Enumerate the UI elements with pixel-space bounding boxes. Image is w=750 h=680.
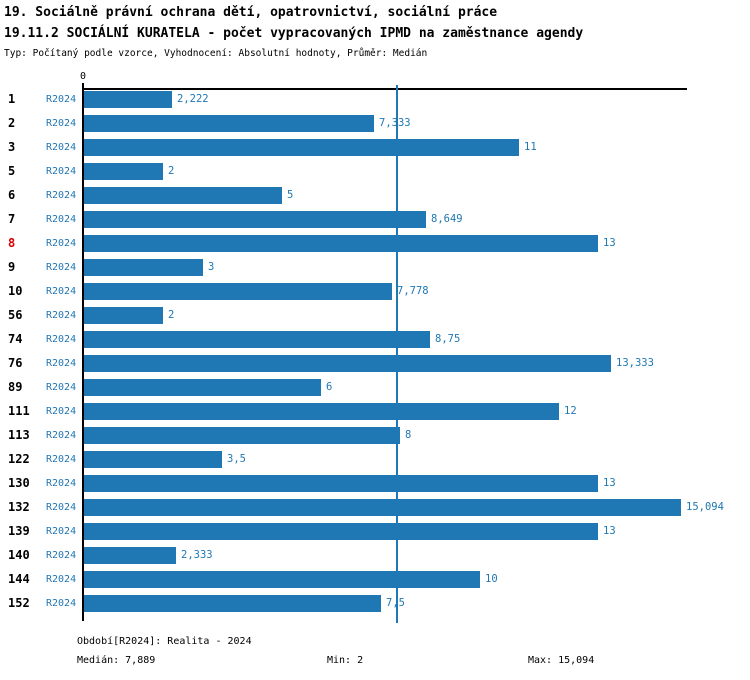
bar-value-label: 13 <box>603 477 616 489</box>
row-label: 10 <box>8 284 23 298</box>
report-section-title: 19. Sociálně právní ochrana dětí, opatrovnictví, sociální práce <box>4 5 498 20</box>
row-label: 89 <box>8 380 23 394</box>
y-axis-line <box>82 83 84 621</box>
row-series-label: R2024 <box>46 238 77 249</box>
bar <box>84 355 611 372</box>
row-label: 5 <box>8 164 16 178</box>
bar <box>84 307 163 324</box>
median-line <box>396 85 398 623</box>
row-label: 76 <box>8 356 23 370</box>
footer-max: Max: 15,094 <box>528 655 595 666</box>
row-series-label: R2024 <box>46 382 77 393</box>
row-series-label: R2024 <box>46 142 77 153</box>
bar <box>84 499 681 516</box>
bar <box>84 187 282 204</box>
bar-value-label: 2 <box>168 165 175 177</box>
row-label: 132 <box>8 500 30 514</box>
bar <box>84 403 559 420</box>
bar <box>84 211 426 228</box>
bar-value-label: 7,778 <box>397 285 429 297</box>
row-series-label: R2024 <box>46 574 77 585</box>
row-series-label: R2024 <box>46 502 77 513</box>
bar-value-label: 11 <box>524 141 537 153</box>
chart-meta-line: Typ: Počítaný podle vzorce, Vyhodnocení: Absolutní hodnoty, Průměr: Medián <box>4 48 428 59</box>
bar-value-label: 6 <box>326 381 333 393</box>
row-series-label: R2024 <box>46 454 77 465</box>
bar-value-label: 8,75 <box>435 333 461 345</box>
bar-value-label: 8 <box>405 429 412 441</box>
bar-value-label: 2,333 <box>181 549 213 561</box>
bar <box>84 283 392 300</box>
footer-period: Období[R2024]: Realita - 2024 <box>77 636 252 647</box>
bar-value-label: 10 <box>485 573 498 585</box>
row-label: 113 <box>8 428 30 442</box>
row-series-label: R2024 <box>46 430 77 441</box>
bar <box>84 259 203 276</box>
row-label: 144 <box>8 572 30 586</box>
bar <box>84 595 381 612</box>
bar-value-label: 5 <box>287 189 294 201</box>
bar <box>84 571 480 588</box>
row-series-label: R2024 <box>46 526 77 537</box>
row-series-label: R2024 <box>46 262 77 273</box>
row-label: 139 <box>8 524 30 538</box>
bar <box>84 139 519 156</box>
row-series-label: R2024 <box>46 94 77 105</box>
row-label: 2 <box>8 116 16 130</box>
bar <box>84 331 430 348</box>
bar <box>84 379 321 396</box>
bar-value-label: 13,333 <box>616 357 654 369</box>
footer-median: Medián: 7,889 <box>77 655 156 666</box>
bar <box>84 115 374 132</box>
row-series-label: R2024 <box>46 166 77 177</box>
bar <box>84 475 598 492</box>
row-series-label: R2024 <box>46 406 77 417</box>
row-label: 122 <box>8 452 30 466</box>
row-series-label: R2024 <box>46 598 77 609</box>
footer-min: Min: 2 <box>327 655 364 666</box>
row-label: 140 <box>8 548 30 562</box>
x-axis-zero-tick: 0 <box>79 71 87 82</box>
row-label: 8 <box>8 236 16 250</box>
row-series-label: R2024 <box>46 214 77 225</box>
bar-value-label: 3,5 <box>227 453 246 465</box>
row-series-label: R2024 <box>46 310 77 321</box>
row-label: 9 <box>8 260 16 274</box>
row-label: 152 <box>8 596 30 610</box>
row-series-label: R2024 <box>46 190 77 201</box>
row-series-label: R2024 <box>46 478 77 489</box>
bar <box>84 523 598 540</box>
bar <box>84 451 222 468</box>
bar-value-label: 12 <box>564 405 577 417</box>
bar-value-label: 7,5 <box>386 597 405 609</box>
bar-value-label: 13 <box>603 237 616 249</box>
bar <box>84 427 400 444</box>
row-label: 56 <box>8 308 23 322</box>
row-label: 7 <box>8 212 16 226</box>
bar-value-label: 2,222 <box>177 93 209 105</box>
row-series-label: R2024 <box>46 358 77 369</box>
row-label: 3 <box>8 140 16 154</box>
bar <box>84 163 163 180</box>
row-label: 111 <box>8 404 30 418</box>
bar-value-label: 7,333 <box>379 117 411 129</box>
bar <box>84 547 176 564</box>
chart-title: 19.11.2 SOCIÁLNÍ KURATELA - počet vypracovaných IPMD na zaměstnance agendy <box>4 26 584 41</box>
row-series-label: R2024 <box>46 286 77 297</box>
bar-value-label: 8,649 <box>431 213 463 225</box>
row-label: 1 <box>8 92 16 106</box>
bar-value-label: 3 <box>208 261 215 273</box>
bar-value-label: 13 <box>603 525 616 537</box>
row-label: 74 <box>8 332 23 346</box>
row-series-label: R2024 <box>46 118 77 129</box>
x-axis-line <box>82 88 687 90</box>
row-series-label: R2024 <box>46 334 77 345</box>
row-label: 130 <box>8 476 30 490</box>
row-label: 6 <box>8 188 16 202</box>
row-series-label: R2024 <box>46 550 77 561</box>
bar-value-label: 2 <box>168 309 175 321</box>
bar-value-label: 15,094 <box>686 501 724 513</box>
bar <box>84 235 598 252</box>
bar <box>84 91 172 108</box>
